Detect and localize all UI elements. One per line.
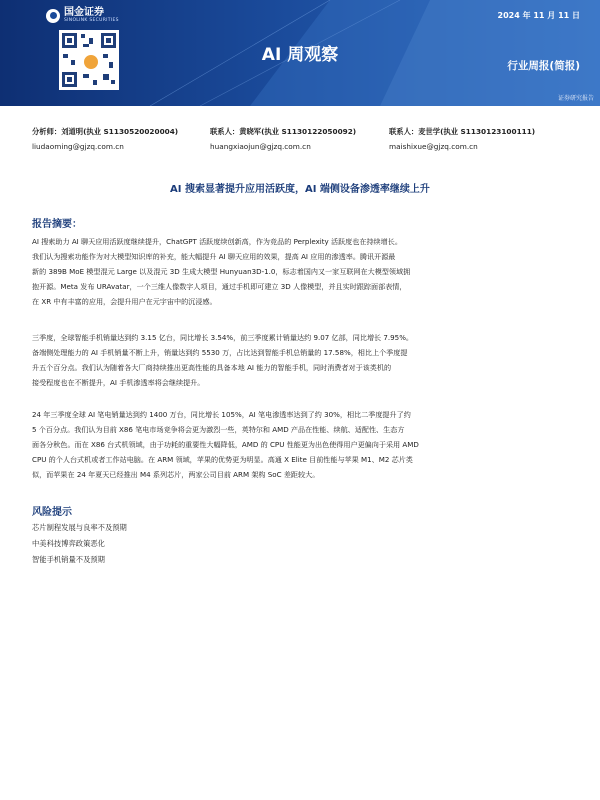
- report-type: 行业周报(简报): [507, 60, 580, 72]
- report-series-title: AI 周观察: [261, 45, 339, 65]
- risk-list: [32, 520, 578, 568]
- brand-logo: [46, 7, 119, 24]
- analyst-name: 刘道明: [61, 127, 84, 136]
- risk-item: 芯片制程发展与良率不及预期: [32, 523, 127, 532]
- report-date: 2024 年 11 月 11 日: [497, 11, 580, 20]
- logo-english: SINOLINK SECURITIES: [64, 18, 119, 23]
- text-line: 升五个百分点。我们认为随着各大厂商持续推出更高性能的具备本地 AI 能力的智能手机，同时消费者对于该类机的: [32, 363, 392, 372]
- text-line: 似，而苹果在 24 年夏天已经推出 M4 系列芯片，两家公司目前 ARM 架构 SoC 差距较大。: [32, 470, 320, 479]
- analyst-license: (执业 S1130520020004): [83, 127, 179, 136]
- summary-paragraph-2: [32, 330, 578, 390]
- analyst-role: 联系人：: [389, 127, 419, 136]
- risk-title: 风险提示: [32, 507, 72, 518]
- logo-chinese: 国金证券: [64, 7, 104, 18]
- risk-item: 中美科技博弈政策恶化: [32, 539, 105, 548]
- risk-item: 智能手机销量不及预期: [32, 555, 105, 564]
- text-line: 我们认为搜索功能作为对大模型知识库的补充，能大幅提升 AI 聊天应用的效果，提高 AI 应用的渗透率。腾讯开源最: [32, 252, 396, 261]
- analyst-entry: [210, 127, 356, 151]
- analyst-name: 麦世学: [418, 127, 441, 136]
- text-line: 24 年三季度全球 AI 笔电销量达到约 1400 万台，同比增长 105%，AI 笔电渗透率达到了约 30%，相比二季度提升了约: [32, 410, 411, 419]
- text-line: 5 个百分点。我们认为目前 X86 笔电市场竞争将会更为激烈一些，英特尔和 AMD 产品在性能、续航、适配性、生态方: [32, 425, 405, 434]
- text-line: 接受程度也在不断提升，AI 手机渗透率将会继续提升。: [32, 378, 205, 387]
- analyst-license: (执业 S1130123100111): [440, 127, 536, 136]
- text-line: 抱开源。Meta 发布 URAvatar，一个三维人像数字人项目，通过手机即可建立 3D 人像模型，并且实时跟踪面部表情，: [32, 282, 407, 291]
- summary-paragraph-1: [32, 234, 578, 309]
- summary-paragraph-3: [32, 407, 578, 482]
- text-line: CPU 的个人台式机或者工作站电脑。在 ARM 领域，苹果的优势更为明显。高通 X Elite 目前性能与苹果 M1、M2 芯片类: [32, 455, 413, 464]
- text-line: 三季度，全球智能手机销量达到约 3.15 亿台，同比增长 3.54%，前三季度累计销量达约 9.07 亿部，同比增长 7.95%。: [32, 333, 414, 342]
- analyst-email[interactable]: liudaoming@gjzq.com.cn: [32, 142, 124, 151]
- analyst-role: 联系人：: [210, 127, 240, 136]
- summary-title: 报告摘要：: [32, 219, 82, 230]
- text-line: AI 搜索助力 AI 聊天应用活跃度继续提升，ChatGPT 活跃度续创新高，作为竞品的 Perplexity 活跃度也在持续增长。: [32, 237, 402, 246]
- analyst-entry: [32, 127, 178, 151]
- text-line: 面各分秋色。而在 X86 台式机领域，由于功耗的重要性大幅降低，AMD 的 CPU 性能更为出色使得用户更偏向于采用 AMD: [32, 440, 419, 449]
- text-line: 在 XR 中有丰富的应用，会提升用户在元宇宙中的沉浸感。: [32, 297, 217, 306]
- header-banner: [0, 0, 600, 106]
- analyst-entry: [389, 127, 535, 151]
- text-line: 备端侧处理能力的 AI 手机销量不断上升，销量达到约 5530 万，占比达到智能手机总销量的 17.58%，相比上个季度提: [32, 348, 408, 357]
- report-headline: AI 搜索显著提升应用活跃度，AI 端侧设备渗透率继续上升: [170, 184, 430, 195]
- analyst-email[interactable]: huangxiaojun@gjzq.com.cn: [210, 142, 311, 151]
- report-department: 证券研究报告: [557, 95, 594, 102]
- logo-icon: [46, 9, 60, 23]
- analyst-license: (执业 S1130122050092): [261, 127, 357, 136]
- text-line: 新的 389B MoE 模型混元 Large 以及混元 3D 生成大模型 Hunyuan3D-1.0，标志着国内又一家互联网在大模型领域拥: [32, 267, 411, 276]
- analyst-role: 分析师：: [32, 127, 62, 136]
- analyst-email[interactable]: maishixue@gjzq.com.cn: [389, 142, 478, 151]
- analyst-name: 黄晓军: [239, 127, 262, 136]
